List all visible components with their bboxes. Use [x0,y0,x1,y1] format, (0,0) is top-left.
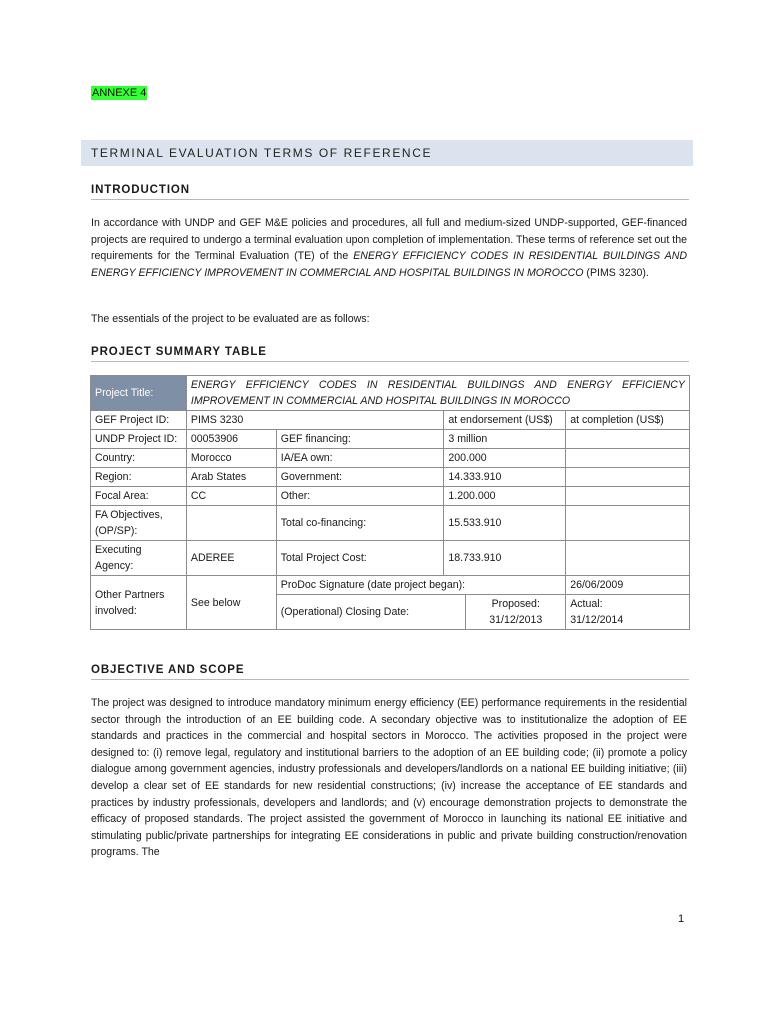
other-label: Other: [276,487,444,506]
proposed-label: Proposed: [491,598,540,610]
total-cofinancing-value: 15.533.910 [444,506,566,541]
region-label: Region: [91,468,187,487]
at-endorsement-header: at endorsement (US$) [444,411,566,430]
total-cofinancing-label: Total co-financing: [276,506,444,541]
table-row [91,430,690,449]
prodoc-signature-value: 26/06/2009 [566,576,690,595]
summary-heading: PROJECT SUMMARY TABLE [91,346,689,362]
total-cost-completion [566,541,690,576]
government-label: Government: [276,468,444,487]
total-cost-value: 18.733.910 [444,541,566,576]
undp-id-value: 00053906 [186,430,276,449]
gef-id-value: PIMS 3230 [186,411,444,430]
region-value: Arab States [186,468,276,487]
page-number: 1 [678,913,685,925]
objective-heading: OBJECTIVE AND SCOPE [91,664,689,680]
intro-text-a: In accordance with UNDP and GEF M&E policies and procedures, all full and medium-sized UNDP-supported, GEF-financed projects are required to undergo a terminal evaluation upon completion of implementation. These terms of reference set out the requirements for the Terminal Evaluation (TE) of the [91,217,687,263]
proposed-value: 31/12/2013 [489,614,543,626]
table-row [91,376,690,411]
title-bar [81,140,693,166]
essentials-paragraph: The essentials of the project to be evaluated are as follows: [91,313,370,325]
fa-objectives-value [186,506,276,541]
at-completion-header: at completion (US$) [566,411,690,430]
government-value: 14.333.910 [444,468,566,487]
other-partners-value: See below [186,576,276,630]
gef-financing-completion [566,430,690,449]
executing-agency-label: Executing Agency: [91,541,187,576]
closing-proposed [466,595,566,630]
other-partners-label: Other Partners involved: [91,576,187,630]
other-completion [566,487,690,506]
objective-paragraph: The project was designed to introduce mandatory minimum energy efficiency (EE) performance requirements in the residential sector through the introduction of an EE building code. A secondary objective was to institutionalize the adoption of EE standards and practices in the commercial and hospital sectors in Morocco. The activities proposed in the project were designed to: (i) remove legal, regulatory and institutional barriers to the adoption of an EE building code; (ii) promote a policy dialogue among government agencies, industry professionals and developers/landlords on a national EE building initiative; (iii) develop a clear set of EE standards for new residential constructions; (iv) increase the acceptance of EE standards and practices by industry professionals, developers and landlords; and (v) encourage demonstration projects to demonstrate the efficacy of proposed standards. The project assisted the government of Morocco in launching its national EE initiative and stimulating public/private partnerships for integrating EE considerations in public and private building construction/renovation programs. The [91,697,687,859]
other-value: 1.200.000 [444,487,566,506]
gef-financing-value: 3 million [444,430,566,449]
gef-id-label: GEF Project ID: [91,411,187,430]
total-cost-label: Total Project Cost: [276,541,444,576]
iaea-completion [566,449,690,468]
executing-agency-value: ADEREE [186,541,276,576]
total-cofinancing-completion [566,506,690,541]
focal-area-value: CC [186,487,276,506]
government-completion [566,468,690,487]
table-row [91,576,690,595]
table-row [91,468,690,487]
country-label: Country: [91,449,187,468]
actual-value: 31/12/2014 [570,614,624,626]
annex-label: ANNEXE 4 [92,87,147,99]
iaea-value: 200.000 [444,449,566,468]
project-title-value: ENERGY EFFICIENCY CODES IN RESIDENTIAL BUILDINGS AND ENERGY EFFICIENCY IMPROVEMENT IN COMMERCIAL AND HOSPITAL BUILDINGS IN MOROCCO [186,376,689,411]
project-summary-table [90,375,690,630]
introduction-heading: INTRODUCTION [91,184,689,200]
intro-project-name: ENERGY EFFICIENCY CODES IN RESIDENTIAL BUILDINGS AND ENERGY EFFICIENCY IMPROVEMENT IN COMMERCIAL AND HOSPITAL BUILDINGS IN MOROCCO [91,250,687,279]
iaea-label: IA/EA own: [276,449,444,468]
table-row [91,541,690,576]
actual-label: Actual: [570,598,603,610]
fa-objectives-label: FA Objectives, (OP/SP): [91,506,187,541]
intro-text-b: (PIMS 3230). [583,266,649,279]
table-row [91,411,690,430]
document-title: TERMINAL EVALUATION TERMS OF REFERENCE [91,146,433,160]
closing-actual [566,595,690,630]
focal-area-label: Focal Area: [91,487,187,506]
introduction-paragraph [91,215,687,281]
project-title-label: Project Title: [91,376,187,411]
prodoc-signature-label: ProDoc Signature (date project began): [276,576,565,595]
gef-financing-label: GEF financing: [276,430,444,449]
undp-id-label: UNDP Project ID: [91,430,187,449]
table-row [91,506,690,541]
closing-date-label: (Operational) Closing Date: [276,595,466,630]
country-value: Morocco [186,449,276,468]
table-row [91,487,690,506]
table-row [91,449,690,468]
